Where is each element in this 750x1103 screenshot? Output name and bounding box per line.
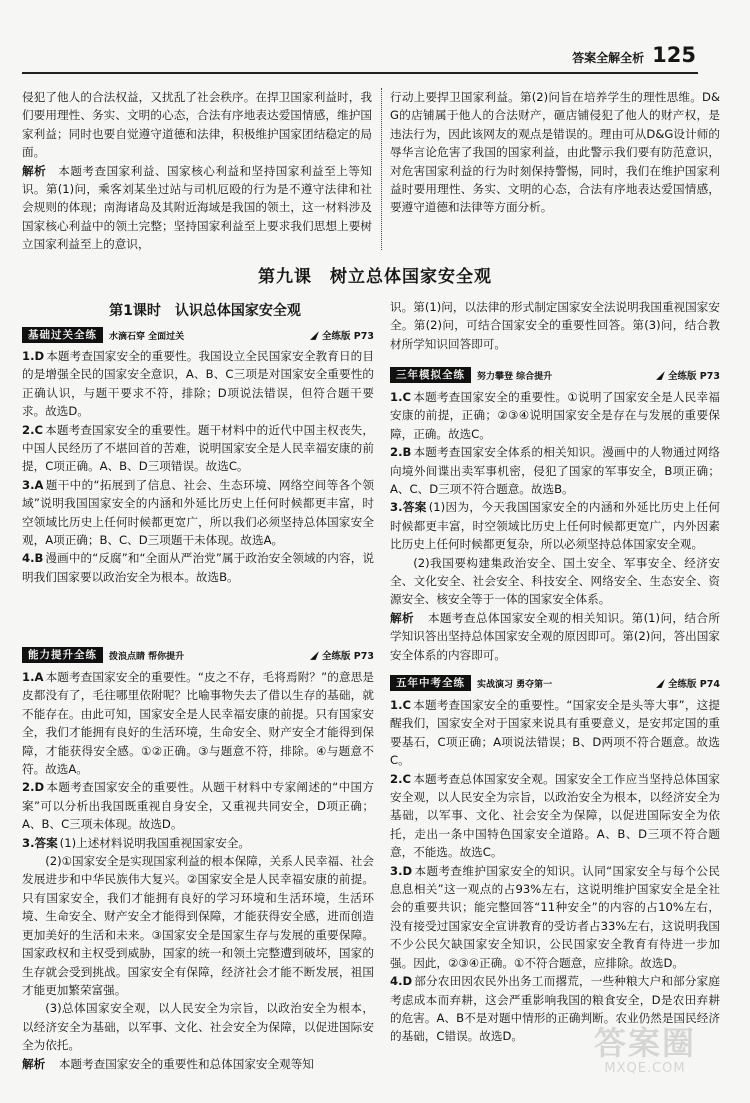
analysis-label: 解析 (22, 163, 47, 178)
answer-item: 2.C 本题考查总体国家安全观。国家安全工作应当坚持总体国家安全观，以人民安全为宗旨，以政治安全为根本，以经济安全为基础，以军事、文化、社会安全为保障，以促进国际安全为依托，走出一条中国特色国家安全道路。A、B、D三项不符合题意，不能选。故选C。 (390, 771, 720, 860)
ability-answers (22, 668, 374, 1073)
arrow-icon (309, 650, 320, 661)
answer-item: 2.D 本题考查国家安全的重要性。从题干材料中专家阐述的“中国方案”可以分析出我国既重视自身安全，又重视共同安全，D项正确；A、B、C三项未体现。故选D。 (22, 780, 374, 832)
banner-name: 五年中考全练 (390, 675, 471, 691)
answer-item: 1.A 本题考查国家安全的重要性。“皮之不存，毛将焉附？”的意思是皮都没有了，毛往哪里依附呢？比喻事物失去了借以生存的基础，就不能存在。由此可知，国家安全是人民幸福安康的前提。只有国家安全，我们才能拥有良好的生活环境，生命安全、财产安全才能得到保障，才能获得安全感。①②正确。③与题意不符，排除。④与题意不符。故选A。 (22, 670, 374, 777)
banner-name: 三年模拟全练 (390, 367, 471, 383)
banner-slogan: 努力攀登 综合提升 (477, 371, 553, 382)
analysis-text: 本题考查国家利益、国家核心利益和坚持国家利益至上等知识。第(1)问，乘客刘某坐过站与司机厄殴的行为是不遵守法律和社会规则的体现；南海诸岛及其附近海域是我国的领土，这一材料涉及国家核心利益中的领土完整；坚持国家利益至上要求我们思想上要树立国家利益至上的意识， (22, 163, 372, 252)
watermark-logo: 答案圈 MXQE.COM (593, 1024, 696, 1076)
answer-item: 3.答案 (1)因为，今天我国国家安全的内涵和外延比历史上任何时候都更丰富，时空领域比历史上任何时候都更宽广，内外因素比历史上任何时候都更复杂，所以必须坚持总体国家安全观。 (390, 500, 720, 552)
section-banner-ability (22, 647, 374, 663)
five-year-answers (390, 696, 720, 1046)
answer-item: 4.D 部分农田因农民外出务工而撂荒，一些种粮大户和部分家庭考虑成本而弃耕，这会严重影响我国的粮食安全，D是农田弃耕的危害。A、B不是对题中情形的正确判断。农业仍然是国民经济的基础，C错误。故选D。 (390, 974, 720, 1044)
section-banner-basic (22, 327, 374, 343)
arrow-icon (309, 330, 320, 341)
answer-item: 解析 本题考查总体国家安全观的相关知识。第(1)问，结合所学知识答出坚持总体国家安全观的原因即可。第(2)问，答出国家安全体系的内容即可。 (390, 610, 720, 662)
section-banner-five-year (390, 675, 720, 691)
banner-name: 基础过关全练 (22, 327, 103, 343)
banner-name: 能力提升全练 (22, 647, 103, 663)
answer-item: (3)总体国家安全观，以人民安全为宗旨，以政治安全为根本，以经济安全为基础，以军事、文化、社会安全为保障，以促进国际安全为依托。 (22, 1001, 374, 1053)
banner-ref: 全练版 P74 (655, 676, 720, 690)
answer-item: 2.B 本题考查国家安全体系的相关知识。漫画中的人物通过网络向境外间谍出卖军事机密，侵犯了国家的军事安全，B项正确；A、C、D三项不符合题意。故选B。 (390, 445, 720, 497)
answer-item: 4.B 漫画中的“反腐”和“全面从严治党”属于政治安全领域的内容，说明我们国家要以政治安全为根本。故选B。 (22, 551, 374, 584)
arrow-icon (655, 370, 666, 381)
top-left-para: 侵犯了他人的合法权益，又扰乱了社会秩序。在捍卫国家利益时，我们要用理性、务实、文明的心态，合法有序地表达爱国情感，维护国家利益；同时也要自觉遵守道德和法律，积极维护国家团结稳定的局面。 (22, 90, 372, 160)
answer-item: 2.C 本题考查国家安全的重要性。题干材料中的近代中国主权丧失，中国人民经历了不堪回首的苦难，说明国家安全是人民幸福安康的前提，C项正确。A、B、D三项错误。故选C。 (22, 422, 374, 474)
right-continuation: 识。第(1)问，以法律的形式制定国家安全法说明我国重视国家安全。第(2)问，可结合国家安全的重要性回答。第(3)问，结合教材所学知识回答即可。 (390, 300, 720, 351)
answer-item: 1.C 本题考查国家安全的重要性。“国家安全是头等大事”，这提醒我们，国家安全对于国家来说具有重要意义，是安邦定国的重要基石，C项正确；A项说法错误；B、D两项不符合题意。故选C。 (390, 698, 720, 768)
section-banner-three-year (390, 367, 720, 383)
banner-slogan: 水滴石穿 全面过关 (109, 331, 185, 342)
answer-item: 1.D 本题考查国家安全的重要性。我国设立全民国家安全教育日的目的是增强全民的国家安全意识，A、B、C三项是对国家安全重要性的正确认识，与题干要求不符，排除；D项说法错误，但符合题干要求。故选D。 (22, 349, 374, 419)
header-rule (22, 72, 698, 74)
top-left-block (22, 88, 372, 254)
answer-item: 3.A 题干中的“拓展到了信息、社会、生态环境、网络空间等各个领域”说明我国国家安全的内涵和外延比历史上任何时候都更丰富，时空领域比历史上任何时候都更宽广，所以我们必须坚持总体国家安全观，A项正确；B、C、D三项题干未体现。故选A。 (22, 477, 374, 548)
arrow-icon (655, 678, 666, 689)
answer-item: (2)我国要构建集政治安全、国土安全、军事安全、经济安全、文化安全、社会安全、科技安全、网络安全、生态安全、资源安全、核安全等于一体的国家安全体系。 (390, 555, 720, 607)
banner-ref: 全练版 P73 (309, 648, 374, 662)
column-divider (381, 88, 382, 250)
header-title: 答案全解全析 (572, 51, 645, 65)
top-right-para: 行动上要捍卫国家利益。第(2)问旨在培养学生的理性思维。D&G的店铺属于他人的合法财产，砸店铺侵犯了他人的财产权，是违法行为，因此该网友的观点是错误的。理由可从D&G设计师的辱华言论危害了我国的国家利益，由此警示我们要有防范意识，对危害国家利益的行为时刻保持警惕，同时，我们在维护国家利益时要用理性、务实、文明的心态，合法有序地表达爱国情感，要遵守道德和法律等方面分析。 (390, 90, 720, 215)
basic-answers (22, 347, 374, 586)
page-number: 125 (652, 43, 696, 67)
banner-ref: 全练版 P73 (655, 368, 720, 382)
answer-item: 3.答案 (1)上述材料说明我国重视国家安全。 (22, 835, 251, 850)
period-title: 第1课时 认识总体国家安全观 (109, 303, 301, 319)
banner-slogan: 实战演习 勇夺第一 (477, 679, 553, 690)
page-header (572, 38, 696, 66)
answer-item: 1.C 本题考查国家安全的重要性。①说明了国家安全是人民幸福安康的前提，正确；②③④说明国家安全是存在与发展的重要保障，正确。故选C。 (390, 390, 720, 441)
banner-slogan: 拨浪点睛 帮你提升 (109, 651, 185, 662)
lesson-title: 第九课 树立总体国家安全观 (258, 267, 492, 287)
answer-item: (2)①国家安全是实现国家利益的根本保障，关系人民幸福、社会发展进步和中华民族伟大复兴。②国家安全是人民幸福安康的前提。只有国家安全，我们才能拥有良好的学习环境和生活环境，生活环境、生命安全、财产安全才能得到保障，才能获得安全感，进而创造更加美好的生活和未来。③国家安全是国家生存与发展的重要保障。国家政权和主权受到威胁，国家的统一和领土完整遭到破坏，国家的生存就会受到挑战。国家安全有保障，经济社会才能不断发展，祖国才能更加繁荣富强。 (22, 854, 374, 997)
answer-item: 解析 本题考查国家安全的重要性和总体国家安全观等知 (22, 1056, 314, 1071)
answer-item: 3.D 本题考查维护国家安全的知识。认同“国家安全与每个公民息息相关”这一观点的占93%左右，这说明维护国家安全是全社会的重要共识；能完整回答“11种安全”的内容的占10%左右，没有接受过国家安全宣讲教育的受访者占33%左右，这说明我国不少公民欠缺国家安全知识，公民国家安全教育有待进一步加强。因此，②③④正确。①不符合题意，应排除。故选D。 (390, 863, 720, 970)
banner-ref: 全练版 P73 (309, 328, 374, 342)
three-year-answers (390, 388, 720, 664)
top-right-block (390, 88, 720, 217)
